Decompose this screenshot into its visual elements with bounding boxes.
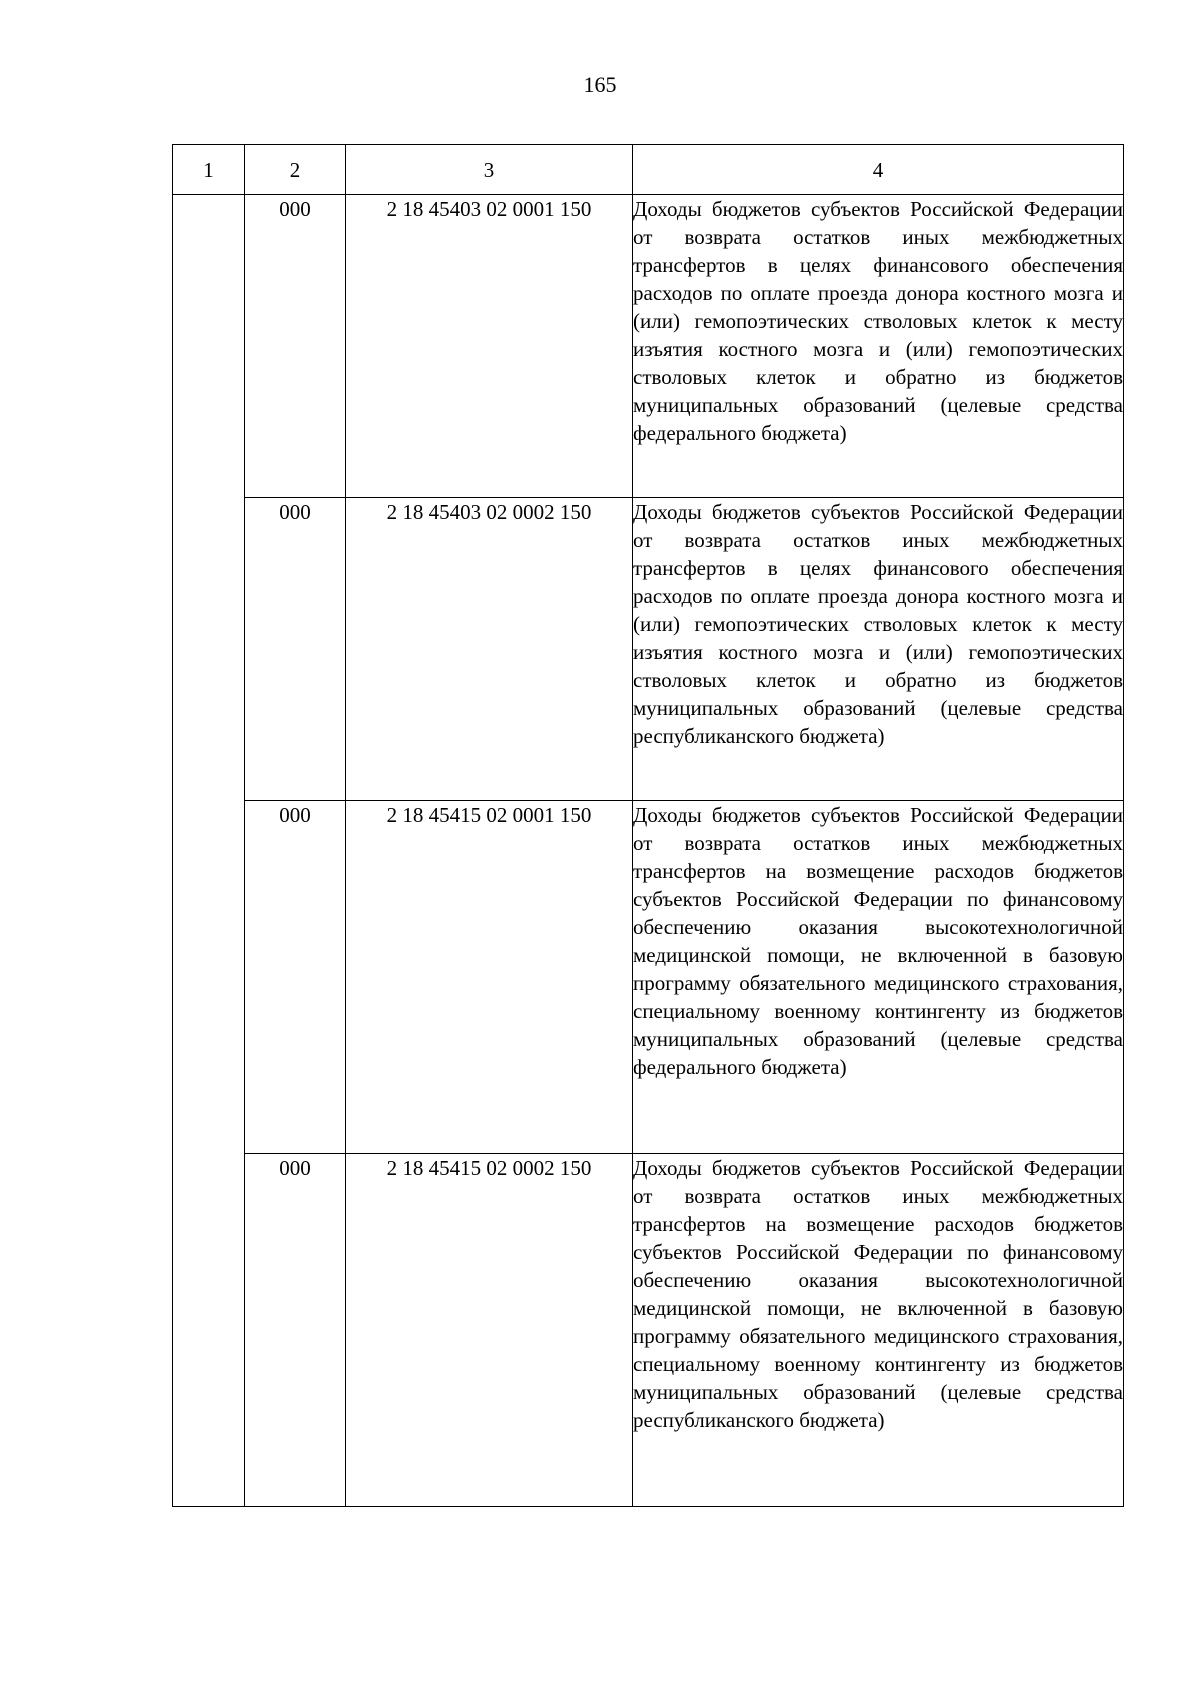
column-header-4: 4 bbox=[633, 145, 1124, 195]
income-name-cell bbox=[633, 195, 1124, 498]
admin-code-cell: 000 bbox=[245, 498, 346, 801]
table-header-row bbox=[173, 145, 1124, 195]
budget-code-cell: 2 18 45415 02 0002 150 bbox=[346, 1154, 633, 1507]
budget-code-cell: 2 18 45403 02 0002 150 bbox=[346, 498, 633, 801]
income-name-cell bbox=[633, 498, 1124, 801]
budget-code-cell: 2 18 45403 02 0001 150 bbox=[346, 195, 633, 498]
table-row bbox=[173, 498, 1124, 801]
income-name-text: Доходы бюджетов субъектов Российской Федерации от возврата остатков иных межбюджетных трансфертов на возмещение расходов бюджетов субъектов Российской Федерации по финансовому обеспечению оказания высокотехнологичной медицинской помощи, не включенной в базовую программу обязательного медицинского страхования, специальному военному контингенту из бюджетов муниципальных образований (целевые средства федерального бюджета) bbox=[633, 803, 1123, 1079]
admin-code-cell: 000 bbox=[245, 1154, 346, 1507]
column-header-2: 2 bbox=[245, 145, 346, 195]
group-cell-empty bbox=[173, 195, 245, 1507]
column-header-1: 1 bbox=[173, 145, 245, 195]
income-name-text: Доходы бюджетов субъектов Российской Федерации от возврата остатков иных межбюджетных трансфертов на возмещение расходов бюджетов субъектов Российской Федерации по финансовому обеспечению оказания высокотехнологичной медицинской помощи, не включенной в базовую программу обязательного медицинского страхования, специальному военному контингенту из бюджетов муниципальных образований (целевые средства республиканского бюджета) bbox=[633, 1156, 1123, 1432]
budget-codes-table bbox=[172, 144, 1124, 1507]
income-name-text: Доходы бюджетов субъектов Российской Федерации от возврата остатков иных межбюджетных трансфертов в целях финансового обеспечения расходов по оплате проезда донора костного мозга и (или) гемопоэтических стволовых клеток к месту изъятия костного мозга и (или) гемопоэтических стволовых клеток и обратно из бюджетов муниципальных образований (целевые средства республиканского бюджета) bbox=[633, 500, 1123, 748]
income-name-cell bbox=[633, 801, 1124, 1154]
admin-code-cell: 000 bbox=[245, 195, 346, 498]
budget-code-cell: 2 18 45415 02 0001 150 bbox=[346, 801, 633, 1154]
column-header-3: 3 bbox=[346, 145, 633, 195]
table-row bbox=[173, 1154, 1124, 1507]
admin-code-cell: 000 bbox=[245, 801, 346, 1154]
income-name-cell bbox=[633, 1154, 1124, 1507]
income-name-text: Доходы бюджетов субъектов Российской Федерации от возврата остатков иных межбюджетных трансфертов в целях финансового обеспечения расходов по оплате проезда донора костного мозга и (или) гемопоэтических стволовых клеток к месту изъятия костного мозга и (или) гемопоэтических стволовых клеток и обратно из бюджетов муниципальных образований (целевые средства федерального бюджета) bbox=[633, 197, 1123, 445]
page-number: 165 bbox=[583, 72, 617, 97]
table-row bbox=[173, 195, 1124, 498]
table-row bbox=[173, 801, 1124, 1154]
